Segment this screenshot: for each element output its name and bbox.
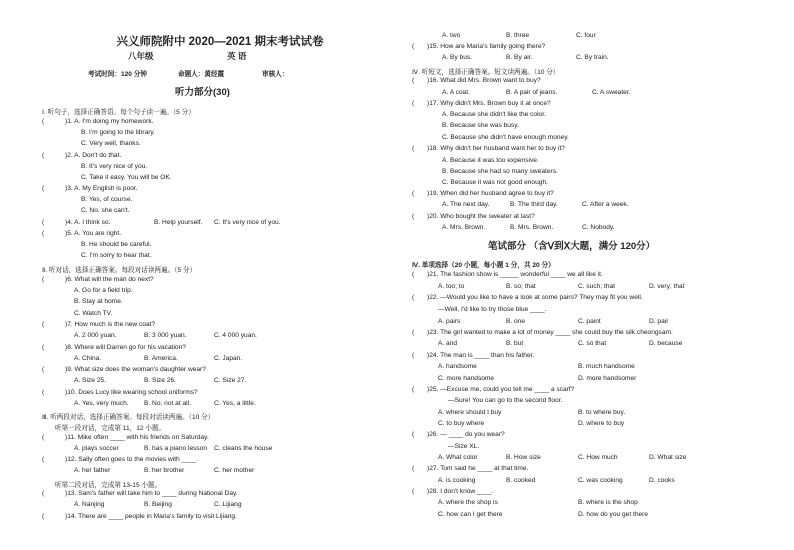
section-4-title: Ⅳ. 听短文，选择正确答案。短文读两遍。（10 分） bbox=[412, 69, 560, 76]
question-17-option-b: B. Because she was busy. bbox=[442, 122, 519, 129]
grade-label: 八年级 bbox=[128, 51, 154, 61]
question-17-option-c: C. Because she didn't have enough money. bbox=[442, 134, 569, 141]
question-3-option-c: C. No, she can't. bbox=[81, 207, 130, 214]
question-25-response: —Sure! You can go to the second floor. bbox=[448, 397, 563, 404]
exam-time: 考试时间：120 分钟 bbox=[88, 71, 147, 78]
question-18-option-a: A. Because it was too expensive. bbox=[442, 157, 539, 164]
section-5-title: Ⅳ. 单项选择（20 小题，每小题 1 分，共 20 分） bbox=[412, 262, 555, 269]
question-18-option-b: B. Because she had so many sweaters. bbox=[442, 168, 558, 175]
section-1-title: Ⅰ. 听句子，选择正确答语。每个句子读一遍。（5 分） bbox=[42, 109, 195, 116]
dialogue-1-instruction: 听第一段对话，完成第 11，12 小题。 bbox=[55, 425, 166, 432]
question-6-option-a: A. Go for a field trip. bbox=[74, 287, 133, 294]
question-6-option-c: C. Watch TV. bbox=[74, 310, 113, 317]
question-1-option-b: B. I'm going to the library. bbox=[81, 129, 156, 136]
question-22-response: —Well, I'd like to try those blue ____. bbox=[438, 306, 547, 313]
question-5-option-c: C. I'm sorry to hear that. bbox=[81, 252, 152, 259]
question-1-option-c: C. Very well, thanks. bbox=[81, 140, 141, 147]
question-2-option-b: B. It's very nice of you. bbox=[81, 163, 148, 170]
question-18-option-c: C. Because it was not good enough. bbox=[442, 179, 548, 186]
question-3-option-b: B. Yes, of course. bbox=[81, 196, 133, 203]
exam-title: 兴义师院附中 2020—2021 期末考试试卷 bbox=[116, 36, 324, 48]
right-column: A. two B. three C. four ( )15. How are Maria's family going there? A. By bus. B. By air. C. By train. Ⅳ. 听短文，选择正确答案。短文读两遍。（10 分） ( )16. What did Mrs. Brown want to buy? A. A coat. B. A pair of jeans. C. A sweater. ( )17. Why didn't Mrs. Brown buy it at once? A. Because she didn't like the color. B. Because she was busy. C. Because she didn't have enough money. ( )18. Why didn't her husband want her to buy it? A. Because it was too expensive. B. Because she had so many sweaters. C. Because it was not good enough. ( )19. When did her husband agree to buy it? A. The next day. B. The third day. C. After a week. ( )20. Who bought the sweater at last? A. Mrs. Brown. B. Mrs. Brown. C. Nobody. 笔试部分 （含Ⅴ到Ⅹ大题，满分 120分） Ⅳ. 单项选择（20 小题，每小题 1 分，共 20 分） ( )21. The fashion show is _____ wonderful ____ we all like it. A. too; to B. so; that C. such; that D. very; that ( )22. —Would you like to have a look at some pairs? They may fit you well. —Well, I'd like to try those blue ____. A. pairs B. one C. paint D. pair ( )23. The girl wanted to make a lot of money ____ she could buy the silk cheongsam. A. and B. but C. so that D. because ( )24. The man is ____ than his father. A. handsome B. much handsome C. more handsome D. more handsomer ( )25. —Excuse me, could you tell me ____ a scarf? —Sure! You can go to the second floor. A. where should I buy B. to where buy. C. to buy where D. where to buy ( )26. — ____ do you wear? —Size XL. A. What color B. How size C. How much D. What size ( )27. Tom said he ____ at that time. A. is cooking B. cooked C. was cooking D. cooks ( )28. I don't know ____. A. where the shop is B. where is the shop C. how can I get there D. how do you get there bbox=[412, 32, 687, 518]
question-6-option-b: B. Stay at home. bbox=[74, 298, 123, 305]
subject-label: 英 语 bbox=[227, 51, 247, 61]
section-3-title: Ⅲ. 听两段对话，选择正确答案。每段对话读两遍。（10 分） bbox=[42, 414, 215, 421]
exam-reviewer: 审核人： bbox=[262, 71, 289, 78]
section-2-title: Ⅱ. 听对话，选择正确答案。每段对话读两遍。（5 分） bbox=[42, 267, 197, 274]
question-17-option-a: A. Because she didn't like the color. bbox=[442, 111, 546, 118]
exam-setter: 命题人：黄经霞 bbox=[178, 71, 225, 78]
writing-section-title: 笔试部分 （含Ⅴ到Ⅹ大题，满分 120分） bbox=[488, 241, 656, 252]
listening-section-title: 听力部分(30) bbox=[175, 87, 230, 98]
dialogue-2-instruction: 听第二段对话，完成第 13-15 小题。 bbox=[55, 482, 162, 489]
question-26-response: —Size XL. bbox=[448, 443, 480, 450]
question-5-option-b: B. He should be careful. bbox=[81, 241, 152, 248]
question-2-option-c: C. Take it easy. You will be OK. bbox=[81, 174, 172, 181]
left-column: 兴义师院附中 2020—2021 期末考试试卷 八年级 英 语 考试时间：120 分钟 命题人：黄经霞 审核人： 听力部分(30) Ⅰ. 听句子，选择正确答语。每个句子读一遍。（5 分） ( )1. A. I'm doing my homework. B. I'm going to the library. C. Very well, thanks. ( )2. A. Don't do that. B. It's very nice of you. C. Take it easy. You will be OK. ( )3. A. My English is poor. B. Yes, of course. C. No, she can't. ( )4. A. I think so. B. Help yourself. C. It's very nice of you. ( )5. A. You are right. B. He should be careful. C. I'm sorry to hear that. Ⅱ. 听对话，选择正确答案。每段对话读两遍。（5 分） ( )6. What will the man do next? A. Go for a field trip. B. Stay at home. C. Watch TV. ( )7. How much is the new coat? A. 2 000 yuan. B. 3 000 yuan. C. 4 000 yuan. ( )8. Where will Darren go for his vacation? A. China. B. America. C. Japan. ( )9. What size does the woman's daughter wear? A. Size 25. B. Size 26. C. Size 27. ( )10. Does Lucy like wearing school uniforms? A. Yes, very much. B. No, not at all. C. Yes, a little. Ⅲ. 听两段对话，选择正确答案。每段对话读两遍。（10 分） 听第一段对话，完成第 11，12 小题。 ( )11. Mike often ____ with his friends on Saturday. A. plays soccer B. has a piano lesson C. cleans the house ( )12. Sally often goes to the movies with ____. A. her father B. her brother C. her mother 听第二段对话，完成第 13-15 小题。 ( )13. Sam's father will take him to ____ during National Day. A. Nanjing B. Beijing C. Lijiang ( )14. There are ____ people in Maria's family to visit Lijiang. bbox=[30, 0, 400, 550]
